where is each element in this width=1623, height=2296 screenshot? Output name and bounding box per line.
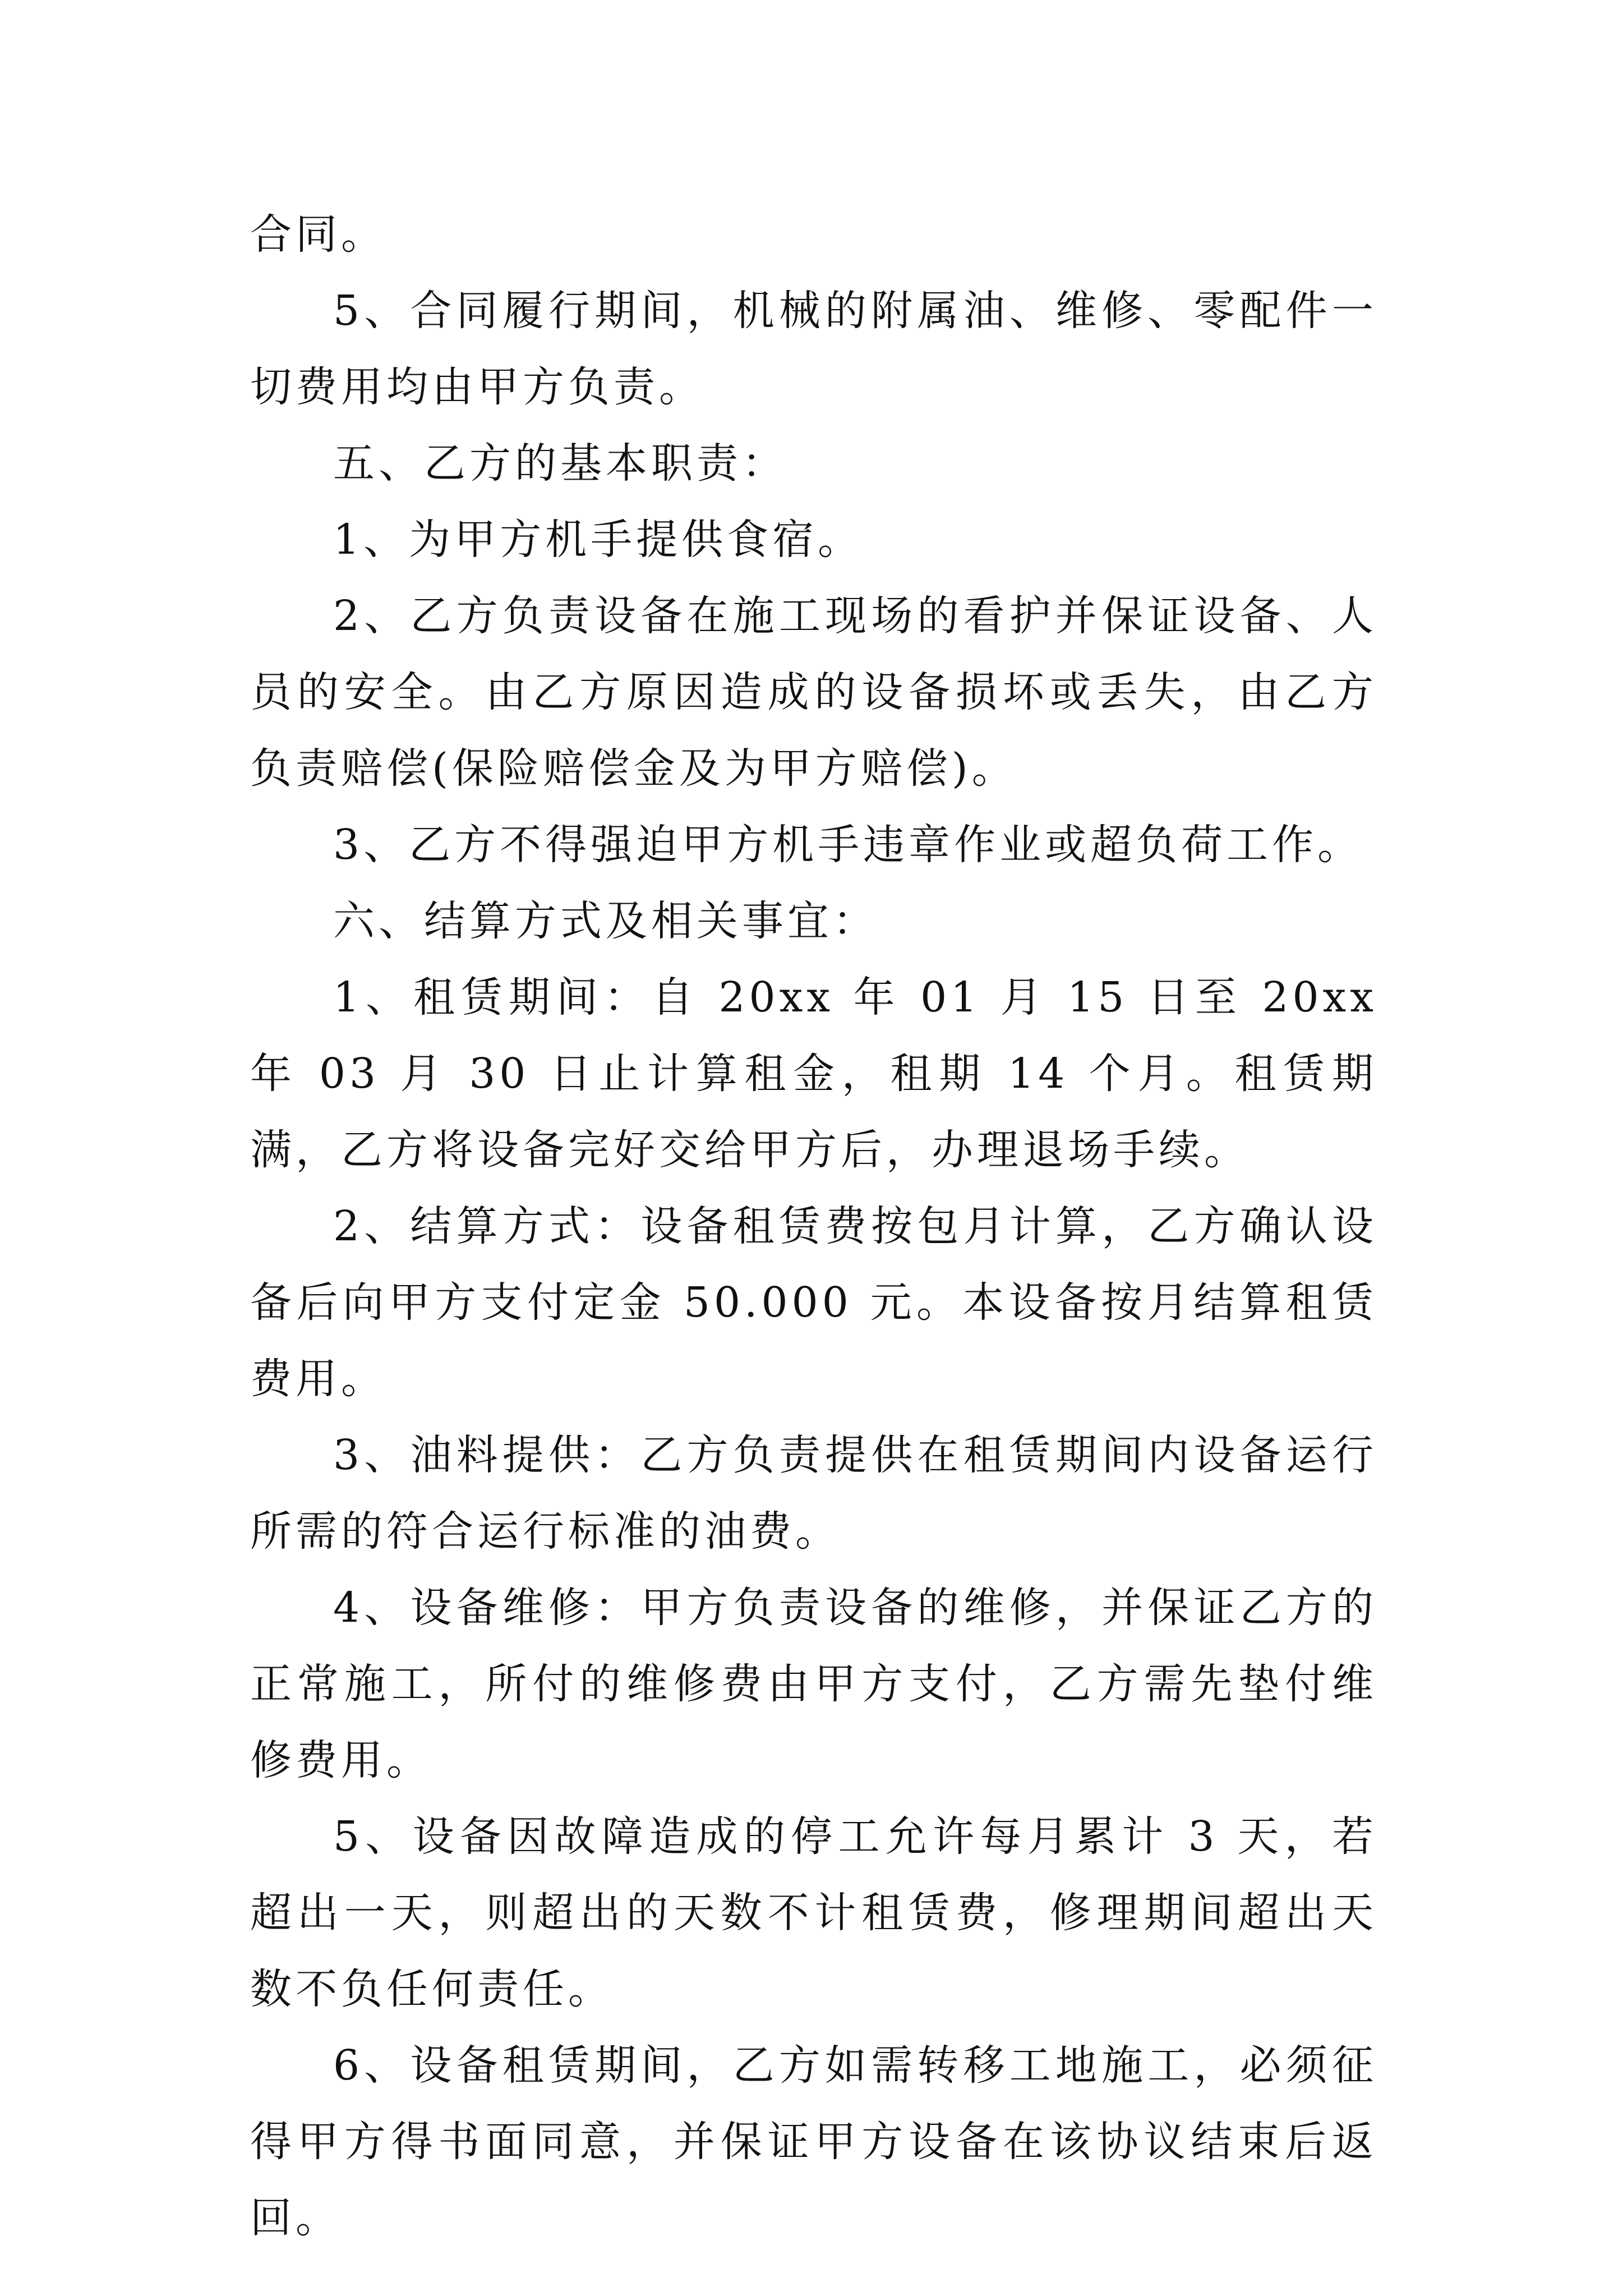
- paragraph: 5、设备因故障造成的停工允许每月累计 3 天，若超出一天，则超出的天数不计租赁费，修理期间超出天数不负任何责任。: [250, 1812, 1377, 2013]
- paragraph: 3、油料提供：乙方负责提供在租赁期间内设备运行所需的符合运行标准的油费。: [250, 1431, 1377, 1556]
- paragraph: 合同。: [250, 210, 386, 259]
- paragraph: 2、结算方式：设备租赁费按包月计算，乙方确认设备后向甲方支付定金 50.000 元。本设备按月结算租赁费用。: [250, 1202, 1377, 1403]
- paragraph: 1、为甲方机手提供食宿。: [333, 516, 864, 564]
- paragraph: 3、乙方不得强迫甲方机手违章作业或超负荷工作。: [333, 821, 1363, 869]
- section-heading: 六、结算方式及相关事宜：: [333, 897, 878, 945]
- section-heading: 五、乙方的基本职责：: [333, 439, 787, 487]
- paragraph: 4、设备维修：甲方负责设备的维修，并保证乙方的正常施工，所付的维修费由甲方支付，乙方需先垫付维修费用。: [250, 1584, 1377, 1784]
- paragraph: 2、乙方负责设备在施工现场的看护并保证设备、人员的安全。由乙方原因造成的设备损坏或丢失，由乙方负责赔偿(保险赔偿金及为甲方赔偿)。: [250, 592, 1377, 793]
- paragraph: 5、合同履行期间，机械的附属油、维修、零配件一切费用均由甲方负责。: [250, 287, 1377, 411]
- paragraph: 1、租赁期间：自 20xx 年 01 月 15 日至 20xx 年 03 月 30 日止计算租金，租期 14 个月。租赁期满，乙方将设备完好交给甲方后，办理退场手续。: [250, 973, 1377, 1174]
- document-body: [250, 196, 1377, 2256]
- paragraph: 6、设备租赁期间，乙方如需转移工地施工，必须征得甲方得书面同意，并保证甲方设备在该协议结束后返回。: [250, 2041, 1377, 2242]
